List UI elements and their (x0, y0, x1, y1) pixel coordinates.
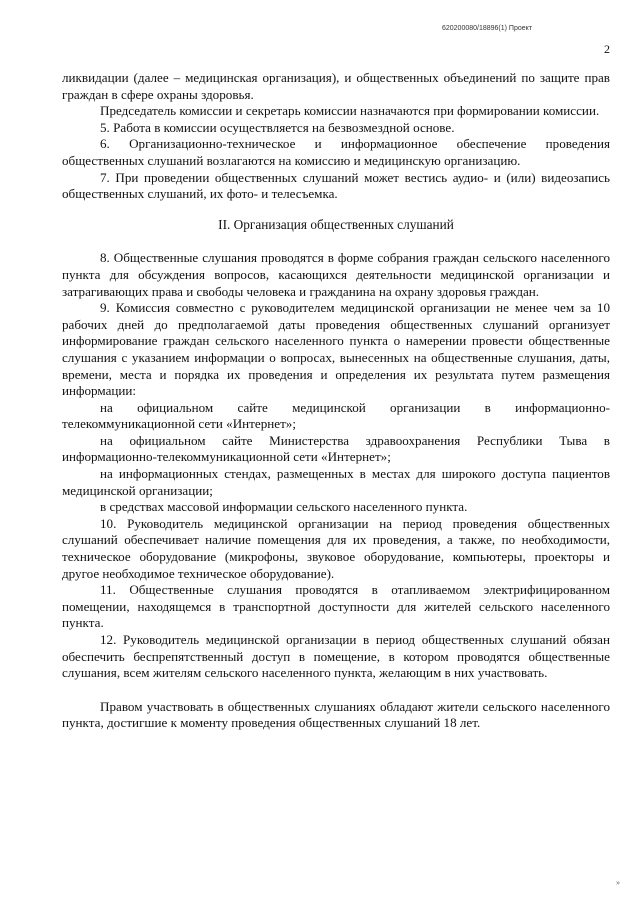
list-item: в средствах массовой информации сельского населенного пункта. (100, 499, 468, 515)
paragraph: 9. Комиссия совместно с руководителем медицинской организации не менее чем за 10 рабочих дней до предполагаемой даты проведения общественных слушаний организует информирование граждан сельского населенного пункта о намерении провести общественные слушания с указанием информации о вопросах, вынесенных на общественные слушания, даты, времени, места и порядка их проведения и определения их результата путем размещения информации: (62, 300, 610, 399)
paragraph: 8. Общественные слушания проводятся в форме собрания граждан сельского населенного пункта для обсуждения вопросов, касающихся деятельности медицинской организации и затрагивающих права и свободы человека и гражданина на охрану здоровья граждан. (62, 250, 610, 299)
paragraph: Правом участвовать в общественных слушаниях обладают жители сельского населенного пункта, достигшие к моменту проведения общественных слушаний 18 лет. (62, 698, 610, 731)
paragraph: 12. Руководитель медицинской организации в период общественных слушаний обязан обеспечить беспрепятственный доступ в помещение, в котором проводятся общественные слушания, всем жителям сельского населенного пункта, желающим в них участвовать. (62, 632, 610, 681)
paragraph: 10. Руководитель медицинской организации на период проведения общественных слушаний обеспечивает наличие помещения для их проведения, а также, по необходимости, техническое оборудование (микрофоны, звуковое оборудование, компьютеры, проекторы и другое необходимое техническое оборудование). (62, 515, 610, 581)
paragraph: 6. Организационно-техническое и информационное обеспечение проведения общественных слушаний возлагаются на комиссию и медицинскую организацию. (62, 136, 610, 168)
list-item: на официальном сайте Министерства здравоохранения Республики Тыва в информационно-телекоммуникационной сети «Интернет»; (62, 432, 610, 465)
paragraph: 11. Общественные слушания проводятся в отапливаемом электрифицированном помещении, находящемся в транспортной доступности для жителей сельского населенного пункта. (62, 582, 610, 631)
paragraph: ликвидации (далее – медицинская организация), и общественных объединений по защите прав граждан в сфере охраны здоровья. (62, 70, 610, 102)
paragraph: 5. Работа в комиссии осуществляется на безвозмездной основе. (100, 119, 455, 135)
paragraph: 7. При проведении общественных слушаний может вестись аудио- и (или) видеозапись общественных слушаний, их фото- и телесъемка. (62, 169, 610, 202)
list-item: на информационных стендах, размещенных в местах для широкого доступа пациентов медицинской организации; (62, 466, 610, 498)
page-number: 2 (604, 42, 610, 56)
page-mark: » (616, 878, 620, 887)
list-item: на официальном сайте медицинской организации в информационно-телекоммуникационной сети «Интернет»; (62, 399, 610, 432)
section-heading: II. Организация общественных слушаний (218, 216, 454, 232)
document-id: 620200080/18896(1) Проект (441, 25, 532, 32)
paragraph: Председатель комиссии и секретарь комиссии назначаются при формировании комиссии. (100, 103, 600, 119)
document-body (62, 70, 610, 732)
